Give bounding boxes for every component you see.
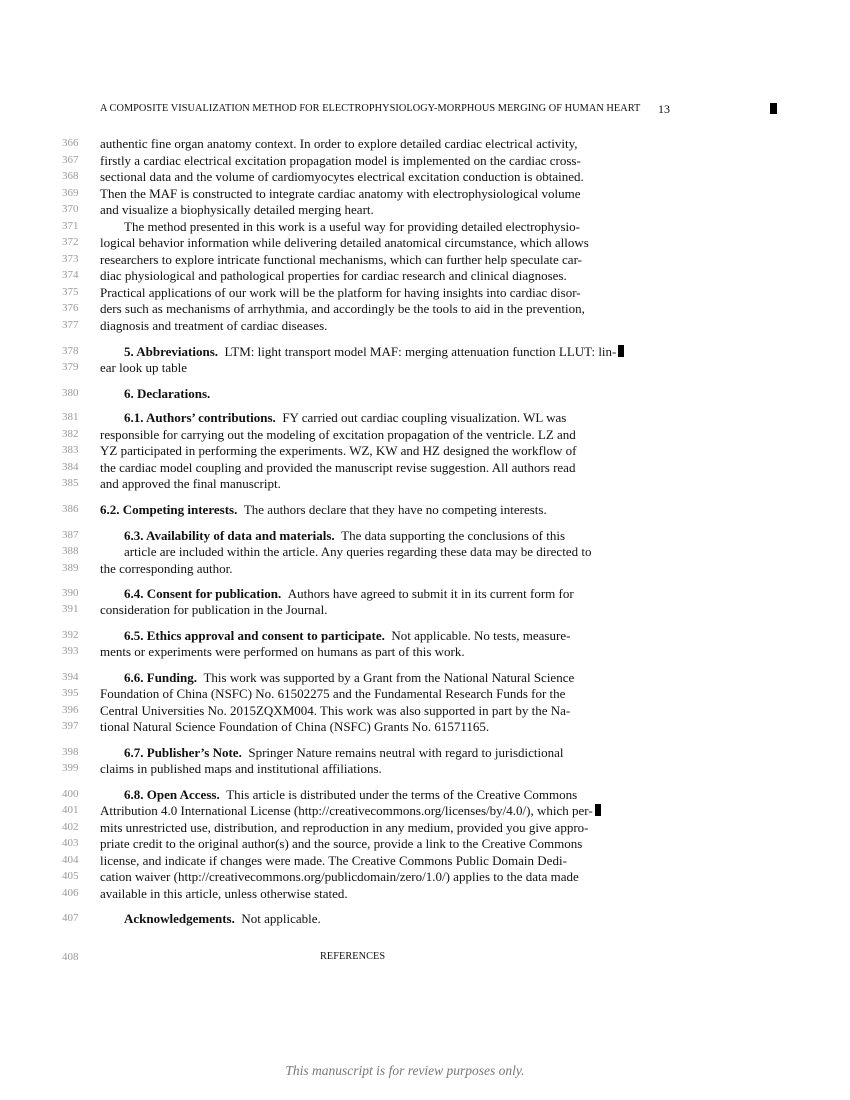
line-number: 405: [62, 870, 79, 882]
line-number: 380: [62, 387, 79, 399]
line-number: 397: [62, 720, 79, 732]
text-line: [100, 686, 565, 702]
line-number: 382: [62, 428, 79, 440]
section-heading: 6.8. Open Access.: [124, 787, 220, 802]
text-line: [124, 911, 321, 927]
text-line: [100, 719, 489, 735]
line-text: The method presented in this work is a useful way for providing detailed electrophysio-: [124, 219, 580, 234]
line-number: 401: [62, 804, 79, 816]
line-text: sectional data and the volume of cardiomyocytes electrical excitation conduction is obtained.: [100, 169, 584, 184]
text-line: [100, 268, 567, 284]
line-number: 398: [62, 746, 79, 758]
text-line: [124, 528, 565, 544]
line-number: 384: [62, 461, 79, 473]
text-line: [124, 628, 570, 644]
line-text: Not applicable.: [241, 911, 321, 926]
line-text: Attribution 4.0 International License (http://creativecommons.org/licenses/by/4.0/), which per-: [100, 803, 593, 818]
text-line: [100, 502, 547, 518]
text-line: [100, 836, 582, 852]
line-number: 387: [62, 529, 79, 541]
line-text: responsible for carrying out the modeling of excitation propagation of the ventricle. LZ and: [100, 427, 576, 442]
text-line: [100, 703, 570, 719]
line-text: Authors have agreed to submit it in its current form for: [287, 586, 574, 601]
line-number: 374: [62, 269, 79, 281]
line-text: license, and indicate if changes were made. The Creative Commons Public Domain Dedi-: [100, 853, 567, 868]
page-number: 13: [658, 102, 671, 116]
line-text: Foundation of China (NSFC) No. 61502275 and the Fundamental Research Funds for the: [100, 686, 566, 701]
text-line: [124, 410, 566, 426]
line-text: YZ participated in performing the experiments. WZ, KW and HZ designed the workflow of: [100, 443, 577, 458]
section-heading: 6.7. Publisher’s Note.: [124, 745, 242, 760]
line-text: and approved the final manuscript.: [100, 476, 281, 491]
line-number: 372: [62, 236, 79, 248]
line-number: 385: [62, 477, 79, 489]
section-heading: 5. Abbreviations.: [124, 344, 219, 359]
line-number: 366: [62, 137, 79, 149]
text-line: [124, 544, 591, 560]
section-heading: 6.5. Ethics approval and consent to participate.: [124, 628, 385, 643]
line-text: priate credit to the original author(s) and the source, provide a link to the Creative Commons: [100, 836, 583, 851]
text-line: [100, 761, 382, 777]
line-number: 377: [62, 319, 79, 331]
text-line: [100, 602, 327, 618]
line-number: 388: [62, 545, 79, 557]
text-line: [100, 136, 578, 152]
overfull-box-marker: [618, 345, 624, 357]
text-line: [124, 745, 564, 761]
text-line: [100, 301, 585, 317]
section-heading: 6.4. Consent for publication.: [124, 586, 282, 601]
overfull-box-marker: [595, 804, 601, 816]
line-number: 389: [62, 562, 79, 574]
line-number: 378: [62, 345, 79, 357]
line-text: logical behavior information while delivering detailed anatomical circumstance, which allows: [100, 235, 589, 250]
line-number: 399: [62, 762, 79, 774]
line-number: 386: [62, 503, 79, 515]
line-number: 381: [62, 411, 79, 423]
text-line: [100, 476, 281, 492]
line-text: Then the MAF is constructed to integrate cardiac anatomy with electrophysiological volume: [100, 186, 581, 201]
text-line: [100, 202, 374, 218]
line-number: 368: [62, 170, 79, 182]
line-text: The data supporting the conclusions of this: [341, 528, 566, 543]
line-text: Not applicable. No tests, measure-: [391, 628, 571, 643]
section-heading: Acknowledgements.: [124, 911, 235, 926]
line-text: diac physiological and pathological properties for cardiac research and clinical diagnoses.: [100, 268, 567, 283]
line-number: 371: [62, 220, 79, 232]
line-text: consideration for publication in the Journal.: [100, 602, 328, 617]
line-number: 373: [62, 253, 79, 265]
running-title: A COMPOSITE VISUALIZATION METHOD FOR ELECTROPHYSIOLOGY-MORPHOUS MERGING OF HUMAN HEART: [100, 103, 641, 114]
line-text: Springer Nature remains neutral with regard to jurisdictional: [248, 745, 564, 760]
line-number: 402: [62, 821, 79, 833]
line-text: the corresponding author.: [100, 561, 233, 576]
text-line: [100, 186, 581, 202]
references-heading: REFERENCES: [320, 951, 386, 962]
text-line: [100, 561, 233, 577]
line-number: 407: [62, 912, 79, 924]
line-number: 367: [62, 154, 79, 166]
line-text: and visualize a biophysically detailed merging heart.: [100, 202, 374, 217]
line-number: 408: [62, 951, 79, 963]
line-text: ders such as mechanisms of arrhythmia, and accordingly be the tools to aid in the prevention,: [100, 301, 585, 316]
line-text: ments or experiments were performed on humans as part of this work.: [100, 644, 465, 659]
line-text: firstly a cardiac electrical excitation propagation model is implemented on the cardiac cross-: [100, 153, 581, 168]
text-line: [100, 820, 588, 836]
text-line: [100, 460, 575, 476]
line-number: 394: [62, 671, 79, 683]
text-line: [100, 443, 576, 459]
line-number: 406: [62, 887, 79, 899]
line-text: This work was supported by a Grant from the National Natural Science: [203, 670, 575, 685]
line-text: cation waiver (http://creativecommons.org/publicdomain/zero/1.0/) applies to the data made: [100, 869, 579, 884]
line-number: 392: [62, 629, 79, 641]
line-number: 396: [62, 704, 79, 716]
running-header: [100, 103, 680, 117]
section-heading: 6.6. Funding.: [124, 670, 197, 685]
overfull-box-marker: [770, 103, 777, 114]
line-text: tional Natural Science Foundation of China (NSFC) Grants No. 61571165.: [100, 719, 490, 734]
line-number: 375: [62, 286, 79, 298]
line-text: ear look up table: [100, 360, 187, 375]
line-number: 390: [62, 587, 79, 599]
text-line: [124, 670, 574, 686]
section-heading: 6.3. Availability of data and materials.: [124, 528, 335, 543]
line-text: mits unrestricted use, distribution, and reproduction in any medium, provided you give appro-: [100, 820, 589, 835]
text-line: [124, 386, 217, 402]
footer-text: This manuscript is for review purposes only.: [285, 1063, 525, 1078]
line-text: The authors declare that they have no competing interests.: [243, 502, 547, 517]
text-line: [100, 153, 581, 169]
text-line: [100, 886, 348, 902]
line-text: diagnosis and treatment of cardiac diseases.: [100, 318, 328, 333]
line-text: available in this article, unless otherwise stated.: [100, 886, 348, 901]
text-line: [100, 252, 582, 268]
line-text: Practical applications of our work will be the platform for having insights into cardiac disor-: [100, 285, 581, 300]
line-number: 370: [62, 203, 79, 215]
text-line: [100, 360, 187, 376]
text-line: [100, 235, 589, 251]
line-number: 391: [62, 603, 79, 615]
text-line: [100, 169, 584, 185]
review-footer: [0, 1063, 850, 1079]
text-line: [124, 344, 624, 360]
line-number: 404: [62, 854, 79, 866]
section-heading: 6.1. Authors’ contributions.: [124, 410, 276, 425]
line-number: 376: [62, 302, 79, 314]
line-number: 383: [62, 444, 79, 456]
section-heading: 6.2. Competing interests.: [100, 502, 238, 517]
line-text: LTM: light transport model MAF: merging attenuation function LLUT: lin-: [224, 344, 617, 359]
line-text: authentic fine organ anatomy context. In order to explore detailed cardiac electrical activity,: [100, 136, 578, 151]
line-number: 403: [62, 837, 79, 849]
text-line: [100, 285, 581, 301]
text-line: [100, 644, 465, 660]
text-line: [100, 803, 601, 819]
line-number: 393: [62, 645, 79, 657]
text-line: [100, 427, 576, 443]
line-text: article are included within the article. Any queries regarding these data may be directed to: [124, 544, 592, 559]
text-line: [100, 318, 327, 334]
line-text: claims in published maps and institutional affiliations.: [100, 761, 382, 776]
line-number: 379: [62, 361, 79, 373]
line-number: 369: [62, 187, 79, 199]
line-number: 400: [62, 788, 79, 800]
section-heading: 6. Declarations.: [124, 386, 211, 401]
text-line: [100, 853, 567, 869]
line-number: 395: [62, 687, 79, 699]
line-text: the cardiac model coupling and provided the manuscript revise suggestion. All authors read: [100, 460, 576, 475]
line-text: FY carried out cardiac coupling visualization. WL was: [282, 410, 567, 425]
line-text: Central Universities No. 2015ZQXM004. This work was also supported in part by the Na-: [100, 703, 571, 718]
text-line: [124, 219, 580, 235]
line-text: researchers to explore intricate functional mechanisms, which can further help speculate car-: [100, 252, 582, 267]
text-line: [124, 586, 574, 602]
text-line: [124, 787, 577, 803]
text-line: [100, 869, 579, 885]
line-text: This article is distributed under the terms of the Creative Commons: [226, 787, 578, 802]
